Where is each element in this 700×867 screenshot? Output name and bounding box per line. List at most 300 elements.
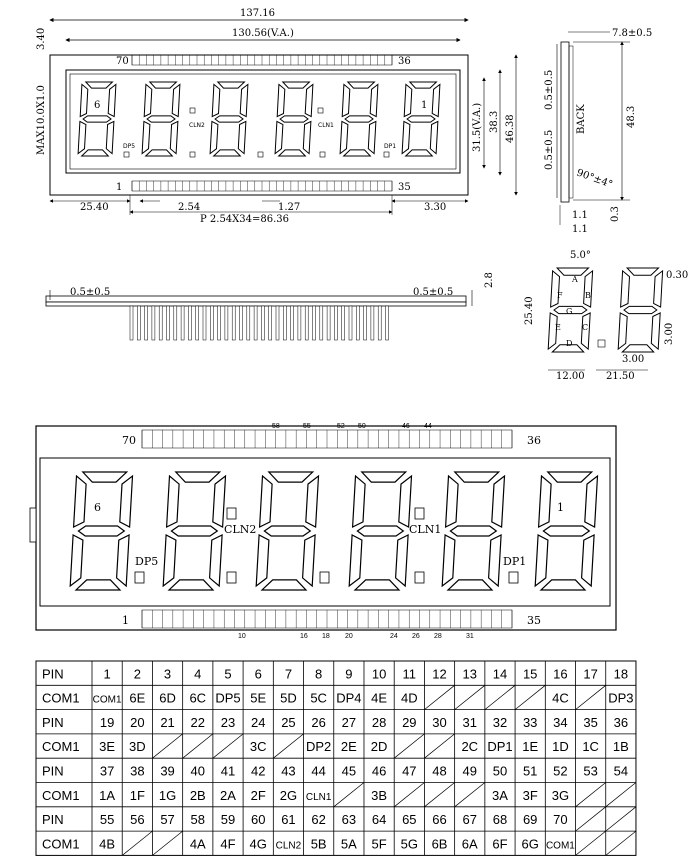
small-cln2: CLN2 bbox=[189, 122, 205, 129]
table-cell: 29 bbox=[402, 714, 417, 730]
segment-letter-g: G bbox=[566, 307, 573, 316]
table-cell: 37 bbox=[99, 763, 115, 779]
small-dot bbox=[190, 152, 195, 157]
table-cell: 25 bbox=[281, 714, 296, 730]
bottom-pin bbox=[298, 306, 301, 340]
table-cell: 55 bbox=[99, 812, 115, 828]
table-cell: 41 bbox=[220, 763, 236, 779]
pin-label-1: 1 bbox=[116, 182, 123, 193]
display-digit-segment bbox=[171, 526, 217, 536]
left-margin: 25.40 bbox=[80, 202, 109, 213]
table-cell: 5A bbox=[340, 836, 357, 852]
bottom-pin bbox=[159, 306, 162, 340]
table-cell: 40 bbox=[190, 763, 206, 779]
table-cell: 45 bbox=[341, 763, 357, 779]
max-dimension: MAX10.0X1.0 bbox=[36, 85, 47, 155]
table-cell: 3F bbox=[522, 787, 538, 803]
display-digit-segment bbox=[306, 476, 319, 527]
display-digit-segment bbox=[256, 535, 269, 586]
bottom-marker-24: 24 bbox=[390, 633, 398, 640]
table-cell: 54 bbox=[613, 763, 629, 779]
small-digit-segment bbox=[172, 84, 180, 116]
display-digit-segment bbox=[446, 476, 459, 527]
small-digit-segment bbox=[404, 84, 412, 116]
bottom-pin bbox=[371, 306, 374, 340]
display-digit-segment bbox=[585, 476, 598, 527]
display-digit-6-label: 6 bbox=[94, 501, 101, 514]
table-cell: 62 bbox=[311, 812, 326, 828]
display-digit-segment bbox=[260, 476, 273, 527]
side-dim-b: 1.1 bbox=[572, 224, 588, 235]
bottom-pin bbox=[283, 306, 286, 340]
table-cell: 4F bbox=[220, 836, 236, 852]
table-cell: 6F bbox=[492, 836, 508, 852]
top-marker-50: 50 bbox=[358, 423, 366, 430]
display-digit-segment bbox=[539, 476, 552, 527]
viewing-area-width: 130.56(V.A.) bbox=[232, 28, 294, 39]
display-cln2: CLN2 bbox=[224, 523, 257, 536]
small-digit-segment bbox=[80, 84, 88, 116]
bottom-height: 2.8 bbox=[484, 272, 495, 288]
table-cell: 6 bbox=[254, 666, 262, 682]
display-digit-segment bbox=[450, 526, 496, 536]
small-digit-segment bbox=[345, 116, 373, 122]
detail-digit2-segment bbox=[621, 271, 630, 307]
bottom-left-pin-dim: 0.5±0.5 bbox=[70, 287, 111, 298]
segment-letter-d: D bbox=[566, 339, 573, 348]
table-cell: 1E bbox=[522, 739, 539, 755]
small-digit-segment bbox=[370, 84, 378, 116]
bottom-marker-18: 18 bbox=[322, 633, 330, 640]
pin-label-70: 70 bbox=[116, 56, 129, 67]
table-cell: 12 bbox=[432, 666, 447, 682]
small-digit-segment bbox=[368, 121, 376, 153]
table-cell: 5F bbox=[371, 836, 387, 852]
table-row-label: PIN bbox=[42, 763, 64, 779]
small-dot bbox=[190, 108, 195, 113]
bottom-pin bbox=[181, 306, 184, 340]
table-cell: 38 bbox=[130, 763, 145, 779]
small-digit-segment bbox=[144, 84, 152, 116]
table-cell: 26 bbox=[311, 714, 326, 730]
table-cell: 58 bbox=[190, 812, 206, 828]
small-digit-segment bbox=[83, 116, 111, 122]
table-cell: 21 bbox=[160, 714, 175, 730]
bottom-pin bbox=[386, 306, 389, 340]
table-cell: 44 bbox=[311, 763, 326, 779]
table-cell: 2 bbox=[133, 666, 141, 682]
table-cell: 34 bbox=[553, 714, 568, 730]
top-view bbox=[36, 8, 516, 225]
table-cell: 4E bbox=[371, 690, 388, 706]
segment-letter-a: A bbox=[572, 275, 578, 284]
small-digit-segment bbox=[215, 116, 243, 122]
detail-digit-labeled bbox=[548, 268, 605, 352]
small-digit-segment bbox=[238, 121, 246, 153]
table-cell: 24 bbox=[250, 714, 266, 730]
table-cell: 3D bbox=[129, 739, 146, 755]
table-cell: 47 bbox=[402, 763, 417, 779]
table-cell: 23 bbox=[220, 714, 236, 730]
table-cell: 5G bbox=[400, 836, 418, 852]
top-marker-55: 55 bbox=[303, 423, 311, 430]
table-cell: 33 bbox=[522, 714, 538, 730]
small-dot bbox=[318, 108, 323, 113]
pitch-a: 2.54 bbox=[178, 202, 201, 213]
pin-label-36: 36 bbox=[398, 56, 411, 67]
table-cell: 2D bbox=[370, 739, 388, 755]
display-digit-segment bbox=[349, 535, 362, 586]
table-cell: 11 bbox=[402, 666, 417, 682]
small-digit-segment bbox=[402, 121, 410, 153]
table-cell: 61 bbox=[281, 812, 296, 828]
small-digit-segment bbox=[280, 116, 308, 122]
segment-letter-b: B bbox=[585, 291, 591, 300]
side-pin-top: 0.5±0.5 bbox=[544, 69, 555, 110]
small-digit-segment bbox=[108, 84, 116, 116]
bottom-pin bbox=[276, 306, 279, 340]
table-cell: 66 bbox=[432, 812, 447, 828]
small-digit-segment bbox=[407, 116, 435, 122]
table-cell: 53 bbox=[583, 763, 598, 779]
table-cell: 5 bbox=[224, 666, 232, 682]
bottom-marker-10: 10 bbox=[238, 633, 246, 640]
display-digit-segment bbox=[303, 535, 316, 586]
table-cell: 1B bbox=[612, 739, 629, 755]
bottom-pin-markers bbox=[238, 633, 474, 640]
table-cell: 4D bbox=[400, 690, 418, 706]
bottom-pin bbox=[145, 306, 148, 340]
table-cell: 63 bbox=[341, 812, 357, 828]
table-cell: 35 bbox=[583, 714, 598, 730]
table-row-label: PIN bbox=[42, 714, 64, 730]
bottom-pin bbox=[137, 306, 140, 340]
table-cell: 13 bbox=[462, 666, 477, 682]
table-cell: 4B bbox=[99, 836, 116, 852]
table-cell: 30 bbox=[432, 714, 447, 730]
display-digit-segment bbox=[117, 535, 130, 586]
top-offset: 3.40 bbox=[36, 27, 47, 50]
bottom-pin bbox=[349, 306, 352, 340]
table-cell: 3B bbox=[371, 787, 388, 803]
display-pin-35: 35 bbox=[527, 614, 541, 627]
display-dot bbox=[509, 572, 518, 583]
top-marker-46: 46 bbox=[402, 423, 410, 430]
display-digit-segment bbox=[543, 526, 589, 536]
table-cell: DP3 bbox=[608, 690, 634, 706]
display-digit-segment bbox=[70, 535, 83, 586]
small-digit-segment bbox=[210, 121, 218, 153]
overall-width: 137.16 bbox=[240, 8, 275, 19]
pin-width: 1.27 bbox=[278, 202, 301, 213]
side-pin-bottom: 0.5±0.5 bbox=[544, 129, 555, 170]
back-label: BACK bbox=[576, 104, 587, 134]
table-cell: 16 bbox=[553, 666, 568, 682]
display-digit-segment bbox=[264, 526, 310, 536]
table-cell: 1 bbox=[103, 666, 111, 682]
bottom-pin bbox=[254, 306, 257, 340]
bottom-pin bbox=[334, 306, 337, 340]
table-cell: 19 bbox=[99, 714, 115, 730]
bottom-view bbox=[46, 272, 495, 340]
table-cell: 6E bbox=[129, 690, 146, 706]
display-digit-segment bbox=[396, 535, 409, 586]
table-cell: 46 bbox=[371, 763, 387, 779]
table-cell: 14 bbox=[492, 666, 508, 682]
bottom-pin bbox=[225, 306, 228, 340]
digit-width: 12.00 bbox=[556, 371, 585, 382]
bottom-pin bbox=[342, 306, 345, 340]
bottom-marker-20: 20 bbox=[345, 633, 353, 640]
table-cell: 22 bbox=[190, 714, 206, 730]
table-cell: 15 bbox=[522, 666, 538, 682]
detail-digit2-segment bbox=[627, 268, 658, 275]
small-digit-segment bbox=[147, 116, 175, 122]
detail-digit2-segment bbox=[624, 306, 657, 313]
small-dot bbox=[258, 152, 263, 157]
table-cell: 7 bbox=[284, 666, 293, 682]
side-dim-c: 0.3 bbox=[610, 206, 621, 222]
small-dot bbox=[124, 152, 129, 157]
digit-pitch: 21.50 bbox=[606, 371, 635, 382]
table-cell: 6D bbox=[159, 690, 176, 706]
display-cln1: CLN1 bbox=[409, 523, 442, 536]
table-row-label: COM1 bbox=[42, 836, 80, 852]
bottom-marker-28: 28 bbox=[434, 633, 442, 640]
small-digit-segment bbox=[142, 121, 150, 153]
bottom-marker-26: 26 bbox=[412, 633, 420, 640]
table-cell: 5B bbox=[310, 836, 327, 852]
table-cell: 17 bbox=[583, 666, 598, 682]
detail-digit-segment bbox=[584, 271, 593, 307]
table-cell: 39 bbox=[160, 763, 175, 779]
table-cell: 4A bbox=[189, 836, 206, 852]
side-view bbox=[544, 28, 652, 235]
table-cell: 1G bbox=[158, 787, 177, 803]
table-cell: 59 bbox=[220, 812, 236, 828]
table-cell: 8 bbox=[315, 666, 323, 682]
table-cell: COM1 bbox=[92, 694, 122, 706]
slant-angle: 5.0° bbox=[570, 250, 591, 261]
dp-size: 3.00 bbox=[664, 322, 675, 345]
table-cell: 6G bbox=[521, 836, 539, 852]
table-cell: 18 bbox=[613, 666, 629, 682]
table-row-label: COM1 bbox=[42, 787, 80, 803]
small-digit-segment bbox=[212, 84, 220, 116]
bottom-pin bbox=[203, 306, 206, 340]
table-cell: 65 bbox=[402, 812, 417, 828]
table-cell: 2E bbox=[340, 739, 357, 755]
bottom-pin bbox=[167, 306, 170, 340]
small-digit-segment bbox=[342, 84, 350, 116]
small-digit-6-label: 6 bbox=[94, 100, 101, 111]
table-cell: 1A bbox=[99, 787, 116, 803]
bottom-pin bbox=[305, 306, 308, 340]
table-cell: 4C bbox=[552, 690, 569, 706]
top-marker-58: 58 bbox=[272, 423, 280, 430]
table-cell: 56 bbox=[130, 812, 145, 828]
digit-height: 25.40 bbox=[524, 296, 535, 325]
table-cell: 68 bbox=[492, 812, 508, 828]
display-dot bbox=[320, 572, 329, 583]
table-row-label: COM1 bbox=[42, 739, 80, 755]
digit-detail bbox=[524, 250, 688, 382]
table-cell: 3E bbox=[99, 739, 116, 755]
small-digit-segment bbox=[430, 121, 438, 153]
table-cell: DP1 bbox=[487, 739, 513, 755]
table-cell: 70 bbox=[553, 812, 568, 828]
side-height: 48.3 bbox=[626, 105, 637, 128]
bottom-pin bbox=[320, 306, 323, 340]
table-cell: CLN1 bbox=[305, 791, 332, 803]
table-cell: 1C bbox=[582, 739, 599, 755]
outer-height: 46.38 bbox=[505, 114, 516, 143]
table-cell: 3A bbox=[492, 787, 508, 803]
table-cell: 6B bbox=[431, 836, 448, 852]
table-cell: 2B bbox=[189, 787, 206, 803]
table-cell: 2C bbox=[461, 739, 479, 755]
small-dot bbox=[384, 152, 389, 157]
display-digit-segment bbox=[120, 476, 133, 527]
table-cell: 48 bbox=[432, 763, 447, 779]
detail-dp bbox=[598, 340, 605, 347]
table-cell: 67 bbox=[462, 812, 477, 828]
display-digit-segment bbox=[489, 535, 502, 586]
table-cell: 36 bbox=[613, 714, 629, 730]
top-marker-52: 52 bbox=[337, 423, 345, 430]
detail-digit-segment bbox=[551, 271, 560, 307]
table-cell: 57 bbox=[160, 812, 175, 828]
display-pin-36: 36 bbox=[527, 434, 541, 447]
display-pin-70: 70 bbox=[122, 434, 136, 447]
bottom-pin bbox=[261, 306, 264, 340]
table-cell: CLN2 bbox=[275, 840, 302, 852]
display-dot bbox=[227, 572, 236, 583]
bottom-pin bbox=[174, 306, 177, 340]
display-digit-segment bbox=[492, 476, 505, 527]
thickness-dim: 7.8±0.5 bbox=[612, 28, 653, 39]
bottom-marker-16: 16 bbox=[300, 633, 308, 640]
table-cell: 60 bbox=[250, 812, 266, 828]
detail-digit2-segment bbox=[618, 313, 627, 349]
bottom-pin bbox=[327, 306, 330, 340]
table-cell: 5C bbox=[310, 690, 327, 706]
bottom-pin bbox=[269, 306, 272, 340]
small-cln1: CLN1 bbox=[318, 122, 334, 129]
small-digit-1-label: 1 bbox=[421, 100, 428, 111]
bottom-marker-31: 31 bbox=[466, 633, 474, 640]
table-row-label: COM1 bbox=[42, 690, 80, 706]
table-row-label: PIN bbox=[42, 666, 64, 682]
small-digit-segment bbox=[305, 84, 313, 116]
va-height: 31.5(V.A.) bbox=[472, 102, 483, 152]
display-dp1: DP1 bbox=[503, 555, 527, 568]
table-cell: 1F bbox=[129, 787, 145, 803]
table-row-label: PIN bbox=[42, 812, 64, 828]
display-digit-segment bbox=[163, 535, 176, 586]
bottom-pin bbox=[356, 306, 359, 340]
table-cell: 4G bbox=[249, 836, 267, 852]
display-digit-segment bbox=[399, 476, 412, 527]
table-cell: DP4 bbox=[336, 690, 362, 706]
bottom-pin bbox=[210, 306, 213, 340]
table-cell: 2G bbox=[279, 787, 298, 803]
bottom-right-pin-dim: 0.5±0.5 bbox=[413, 287, 454, 298]
small-dp5: DP5 bbox=[123, 143, 136, 150]
table-cell: 52 bbox=[553, 763, 568, 779]
bottom-pin bbox=[188, 306, 191, 340]
display-dot bbox=[415, 572, 424, 583]
detail-digit2-segment bbox=[654, 271, 663, 307]
bottom-pin bbox=[232, 306, 235, 340]
table-cell: 64 bbox=[371, 812, 387, 828]
small-digit-segment bbox=[170, 121, 178, 153]
display-digit-1-label: 1 bbox=[557, 501, 564, 514]
table-cell: 28 bbox=[371, 714, 387, 730]
small-digit-segment bbox=[240, 84, 248, 116]
table-cell: 42 bbox=[250, 763, 266, 779]
display-digit-segment bbox=[78, 526, 124, 536]
bottom-pin bbox=[130, 306, 133, 340]
table-cell: 20 bbox=[130, 714, 145, 730]
display-digit-segment bbox=[74, 476, 87, 527]
bottom-pin bbox=[247, 306, 250, 340]
detail-digit-plain bbox=[618, 268, 662, 352]
small-dot bbox=[320, 152, 325, 157]
inner-height: 38.3 bbox=[489, 110, 500, 133]
bottom-pin bbox=[196, 306, 199, 340]
small-digit-segment bbox=[432, 84, 440, 116]
display-digit-segment bbox=[582, 535, 595, 586]
bottom-pin bbox=[364, 306, 367, 340]
small-digit-segment bbox=[340, 121, 348, 153]
table-cell: 50 bbox=[492, 763, 508, 779]
bottom-pin bbox=[240, 306, 243, 340]
side-dim-a: 1.1 bbox=[572, 210, 588, 221]
display-pin-1: 1 bbox=[122, 614, 129, 627]
table-cell: 2F bbox=[250, 787, 266, 803]
small-digit-segment bbox=[275, 121, 283, 153]
dp-gap: 3.00 bbox=[622, 354, 645, 365]
segment-letter-c: C bbox=[582, 323, 589, 332]
small-digit-segment bbox=[78, 121, 86, 153]
segment-letter-f: F bbox=[557, 291, 563, 300]
table-cell: 6A bbox=[461, 836, 478, 852]
table-cell: 3G bbox=[551, 787, 570, 803]
table-cell: 43 bbox=[281, 763, 296, 779]
table-cell: 2A bbox=[220, 787, 236, 803]
table-cell: DP5 bbox=[215, 690, 241, 706]
table-cell: 32 bbox=[492, 714, 508, 730]
detail-digit2-segment bbox=[622, 345, 653, 352]
detail-digit2-segment bbox=[651, 313, 660, 349]
display-dp5: DP5 bbox=[135, 555, 159, 568]
pin-table bbox=[36, 661, 636, 855]
small-digit-segment bbox=[106, 121, 114, 153]
bottom-pin bbox=[218, 306, 221, 340]
segment-letter-e: E bbox=[555, 323, 561, 332]
table-cell: COM1 bbox=[545, 840, 575, 852]
segment-width: 0.30 bbox=[666, 270, 689, 281]
table-cell: 10 bbox=[371, 666, 387, 682]
bottom-pin bbox=[152, 306, 155, 340]
bottom-pin bbox=[291, 306, 294, 340]
small-digit-segment bbox=[303, 121, 311, 153]
display-digit-segment bbox=[442, 535, 455, 586]
table-cell: 9 bbox=[345, 666, 353, 682]
table-cell: 6C bbox=[189, 690, 207, 706]
display-digit-segment bbox=[353, 476, 366, 527]
